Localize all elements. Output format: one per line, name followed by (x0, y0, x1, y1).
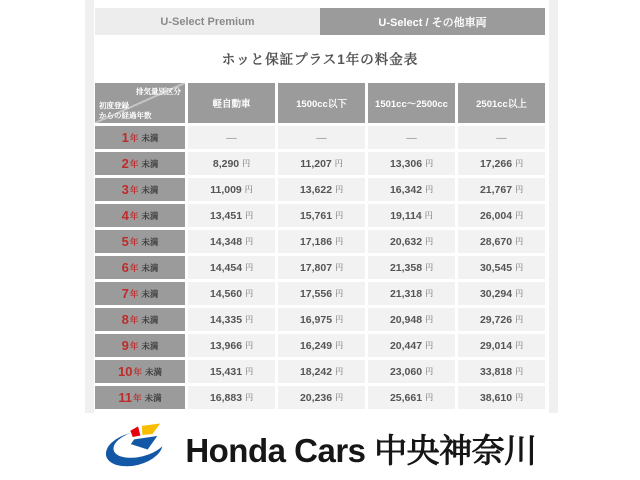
price-cell: 15,761 円 (278, 204, 365, 227)
price-cell: 29,726 円 (458, 308, 545, 331)
price-cell: 33,818 円 (458, 360, 545, 383)
price-cell: 14,348 円 (188, 230, 275, 253)
tab-u-select-other[interactable]: U-Select / その他車両 (320, 8, 545, 35)
column-header-2501cc: 2501cc以上 (458, 83, 545, 123)
price-cell: 11,207 円 (278, 152, 365, 175)
price-cell: 17,556 円 (278, 282, 365, 305)
price-cell: 19,114 円 (368, 204, 455, 227)
price-cell: 23,060 円 (368, 360, 455, 383)
tab-u-select-premium[interactable]: U-Select Premium (95, 8, 320, 35)
column-header-1500cc: 1500cc以下 (278, 83, 365, 123)
price-cell: 14,335 円 (188, 308, 275, 331)
price-cell: 8,290 円 (188, 152, 275, 175)
page-title: ホッと保証プラス1年の料金表 (221, 52, 419, 67)
price-cell: 11,009 円 (188, 178, 275, 201)
price-cell: 21,767 円 (458, 178, 545, 201)
price-cell: 30,545 円 (458, 256, 545, 279)
row-year-label: 10 年 未満 (95, 360, 185, 383)
price-table (95, 83, 545, 409)
footer-brand-bar (0, 416, 640, 480)
price-cell: 30,294 円 (458, 282, 545, 305)
price-cell: 13,306 円 (368, 152, 455, 175)
price-cell: 13,966 円 (188, 334, 275, 357)
column-header-1501-2500cc: 1501cc〜2500cc (368, 83, 455, 123)
row-year-label: 1 年 未満 (95, 126, 185, 149)
price-cell: 21,318 円 (368, 282, 455, 305)
price-cell: — (278, 126, 365, 149)
plan-tabs (95, 8, 545, 35)
price-cell: 29,014 円 (458, 334, 545, 357)
row-year-label: 5 年 未満 (95, 230, 185, 253)
price-cell: 14,560 円 (188, 282, 275, 305)
left-gutter (85, 0, 94, 413)
price-cell: 16,975 円 (278, 308, 365, 331)
price-cell: 16,342 円 (368, 178, 455, 201)
price-cell: 25,661 円 (368, 386, 455, 409)
price-cell: 16,249 円 (278, 334, 365, 357)
price-cell: 20,948 円 (368, 308, 455, 331)
price-cell: 26,004 円 (458, 204, 545, 227)
price-cell: 38,610 円 (458, 386, 545, 409)
row-year-label: 3 年 未満 (95, 178, 185, 201)
price-cell: — (188, 126, 275, 149)
price-cell: 13,451 円 (188, 204, 275, 227)
honda-cars-logo-icon (103, 423, 175, 473)
price-cell: 21,358 円 (368, 256, 455, 279)
corner-displacement-label: 排気量別区分 (136, 87, 181, 96)
price-cell: 20,447 円 (368, 334, 455, 357)
corner-years-label: 初度登録 からの経過年数 (99, 101, 152, 120)
price-cell: 18,242 円 (278, 360, 365, 383)
row-year-label: 2 年 未満 (95, 152, 185, 175)
price-cell: 13,622 円 (278, 178, 365, 201)
price-cell: 15,431 円 (188, 360, 275, 383)
column-header-kei: 軽自動車 (188, 83, 275, 123)
table-corner-cell (95, 83, 185, 123)
brand-name: Honda Cars 中央神奈川 (185, 431, 537, 469)
price-cell: 17,266 円 (458, 152, 545, 175)
row-year-label: 7 年 未満 (95, 282, 185, 305)
row-year-label: 6 年 未満 (95, 256, 185, 279)
row-year-label: 4 年 未満 (95, 204, 185, 227)
price-cell: 17,186 円 (278, 230, 365, 253)
price-cell: 14,454 円 (188, 256, 275, 279)
price-cell: 20,632 円 (368, 230, 455, 253)
right-gutter (549, 0, 558, 413)
row-year-label: 8 年 未満 (95, 308, 185, 331)
price-cell: 20,236 円 (278, 386, 365, 409)
price-cell: — (368, 126, 455, 149)
price-cell: 28,670 円 (458, 230, 545, 253)
row-year-label: 11 年 未満 (95, 386, 185, 409)
price-cell: 17,807 円 (278, 256, 365, 279)
price-cell: — (458, 126, 545, 149)
price-cell: 16,883 円 (188, 386, 275, 409)
row-year-label: 9 年 未満 (95, 334, 185, 357)
